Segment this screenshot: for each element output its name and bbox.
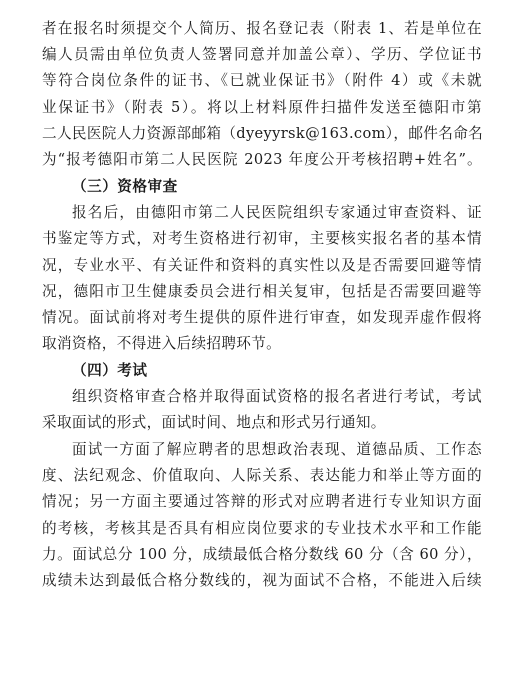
paragraph-line: 组织资格审查合格并取得面试资格的报名者进行考试，考试	[72, 388, 482, 405]
paragraph-line: 力。面试总分 100 分，成绩最低合格分数线 60 分（含 60 分），	[42, 546, 482, 563]
paragraph-line: 者在报名时须提交个人简历、报名登记表（附表 1、若是单位在	[42, 20, 482, 37]
paragraph-line: 编人员需由单位负责人签署同意并加盖公章）、学历、学位证书	[42, 46, 482, 63]
paragraph-line: 情况；另一方面主要通过答辩的形式对应聘者进行专业知识方面	[42, 493, 482, 510]
paragraph-line: 况，专业水平、有关证件和资料的真实性以及是否需要回避等情	[42, 257, 482, 274]
paragraph-line: 情况。面试前将对考生提供的原件进行审查，如发现弄虚作假将	[42, 309, 482, 326]
paragraph-line: 二人民医院人力资源部邮箱（dyeyyrsk@163.com），邮件名命名	[42, 125, 484, 142]
paragraph-line: 为“报考德阳市第二人民医院 2023 年度公开考核招聘+姓名”。	[42, 151, 482, 168]
paragraph-line: 面试一方面了解应聘者的思想政治表现、道德品质、工作态	[72, 441, 482, 458]
paragraph-line: 况，德阳市卫生健康委员会进行相关复审，包括是否需要回避等	[42, 283, 482, 300]
paragraph-line: 的考核，考核其是否具有相应岗位要求的专业技术水平和工作能	[42, 520, 482, 537]
paragraph-line: 采取面试的形式，面试时间、地点和形式另行通知。	[42, 414, 386, 431]
paragraph-line: 成绩未达到最低合格分数线的，视为面试不合格，不能进入后续	[42, 572, 482, 589]
paragraph-line: 度、法纪观念、价值取向、人际关系、表达能力和举止等方面的	[42, 467, 482, 484]
paragraph-line: 取消资格，不得进入后续招聘环节。	[42, 335, 282, 352]
section-heading-exam: （四）考试	[72, 362, 148, 379]
paragraph-line: 等符合岗位条件的证书、《已就业保证书》（附件 4）或《未就	[42, 72, 482, 89]
section-heading-qualification-review: （三）资格审查	[72, 178, 178, 195]
paragraph-line: 报名后，由德阳市第二人民医院组织专家通过审查资料、证	[72, 204, 482, 221]
paragraph-line: 书鉴定等方式，对考生资格进行初审，主要核实报名者的基本情	[42, 230, 482, 247]
paragraph-line: 业保证书》（附表 5）。将以上材料原件扫描件发送至德阳市第	[42, 99, 482, 116]
